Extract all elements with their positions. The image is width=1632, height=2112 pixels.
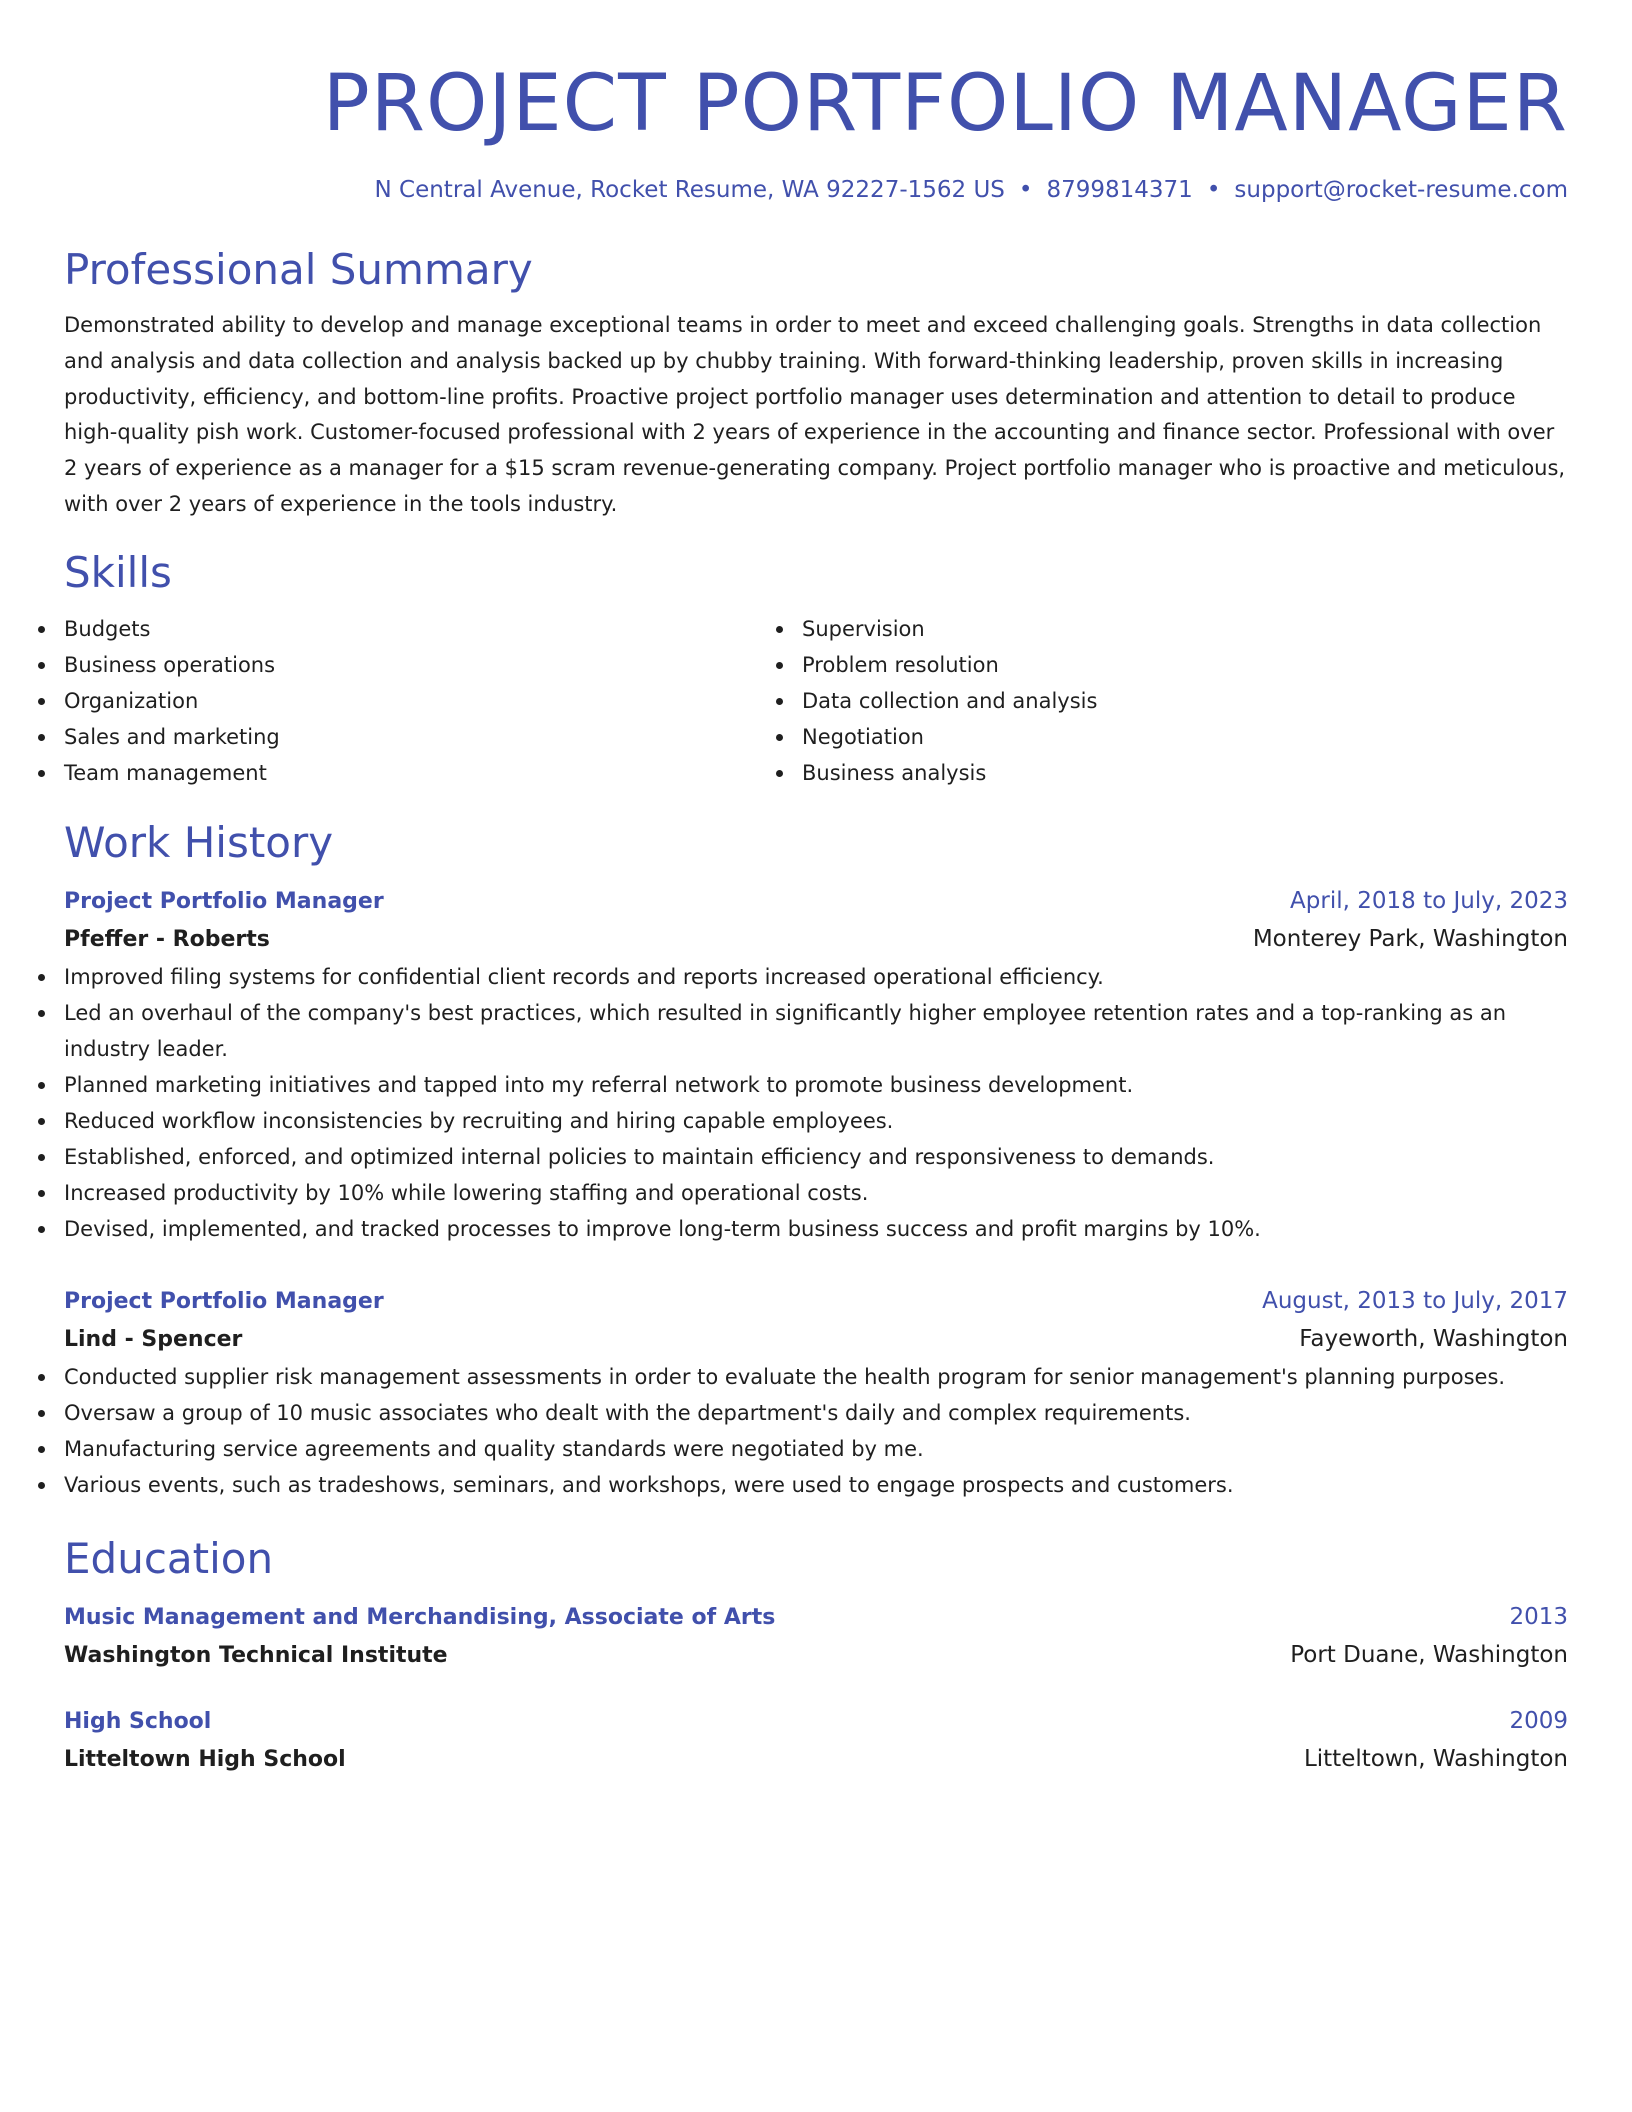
work-entry-subheader xyxy=(64,1320,1568,1359)
education-entry-subheader xyxy=(64,1740,1568,1779)
job-title: Project Portfolio Manager xyxy=(64,1288,384,1314)
job-bullet: Oversaw a group of 10 music associates who dealt with the department's daily and complex requirements. xyxy=(64,1395,1568,1431)
school-name: Washington Technical Institute xyxy=(64,1642,448,1668)
education-entry-header xyxy=(64,1703,1568,1740)
skill-item: Sales and marketing xyxy=(64,719,802,755)
education-entry xyxy=(64,1599,1568,1675)
graduation-year: 2013 xyxy=(1509,1603,1568,1630)
job-bullet: Reduced workflow inconsistencies by recruiting and hiring capable employees. xyxy=(64,1103,1568,1139)
job-bullet: Various events, such as tradeshows, seminars, and workshops, were used to engage prospects and customers. xyxy=(64,1467,1568,1503)
job-bullet: Manufacturing service agreements and quality standards were negotiated by me. xyxy=(64,1431,1568,1467)
school-location: Port Duane, Washington xyxy=(1290,1641,1568,1668)
resume-title: PROJECT PORTFOLIO MANAGER xyxy=(322,59,1568,149)
skill-item: Business analysis xyxy=(802,755,1540,791)
job-location: Fayeworth, Washington xyxy=(1299,1325,1568,1352)
skill-item: Business operations xyxy=(64,647,802,683)
work-entry xyxy=(64,883,1568,1247)
contact-address: N Central Avenue, Rocket Resume, WA 92227-1562 US xyxy=(374,177,1005,203)
work-entry-header xyxy=(64,883,1568,920)
job-location: Monterey Park, Washington xyxy=(1252,925,1568,952)
job-title: Project Portfolio Manager xyxy=(64,888,384,914)
summary-section xyxy=(64,244,1568,523)
graduation-year: 2009 xyxy=(1509,1707,1568,1734)
section-heading-work-history: Work History xyxy=(64,817,334,867)
education-entry-header xyxy=(64,1599,1568,1636)
summary-text: Demonstrated ability to develop and manage exceptional teams in order to meet and exceed challenging goals. Strengths in data collection and analysis and data collection and analysis backed up by chubby training. With forward-thinking leadership, proven skills in increasing productivity, efficiency, and bottom-line profits. Proactive project portfolio manager uses determination and attention to detail to produce high-quality pish work. Customer-focused professional with 2 years of experience in the accounting and finance sector. Professional with over 2 years of experience as a manager for a $15 scram revenue-generating company. Project portfolio manager who is proactive and meticulous, with over 2 years of experience in the tools industry. xyxy=(64,313,1566,516)
skills-list-right xyxy=(802,611,1540,791)
degree-title: Music Management and Merchandising, Associate of Arts xyxy=(64,1604,776,1630)
skill-item: Data collection and analysis xyxy=(802,683,1540,719)
skills-list-left xyxy=(64,611,802,791)
job-bullet: Devised, implemented, and tracked processes to improve long-term business success and profit margins by 10%. xyxy=(64,1211,1568,1247)
skill-item: Team management xyxy=(64,755,802,791)
job-bullet: Planned marketing initiatives and tapped into my referral network to promote business development. xyxy=(64,1067,1568,1103)
education-section xyxy=(64,1533,1568,1779)
contact-email: support@rocket-resume.com xyxy=(1234,177,1568,203)
skill-item: Problem resolution xyxy=(802,647,1540,683)
contact-line xyxy=(64,174,1568,206)
job-bullet: Improved filing systems for confidential client records and reports increased operational efficiency. xyxy=(64,959,1568,995)
job-bullet-list xyxy=(64,959,1568,1247)
school-location: Litteltown, Washington xyxy=(1303,1745,1568,1772)
skill-item: Supervision xyxy=(802,611,1540,647)
job-dates: April, 2018 to July, 2023 xyxy=(1290,887,1568,914)
skill-item: Organization xyxy=(64,683,802,719)
company-name: Pfeffer - Roberts xyxy=(64,926,270,952)
skills-columns xyxy=(64,611,1568,791)
resume-header xyxy=(64,56,1568,206)
degree-title: High School xyxy=(64,1708,212,1734)
job-bullet: Led an overhaul of the company's best practices, which resulted in significantly higher employee retention rates and a top-ranking as an industry leader. xyxy=(64,995,1568,1067)
job-dates: August, 2013 to July, 2017 xyxy=(1262,1287,1568,1314)
job-bullet: Established, enforced, and optimized internal policies to maintain efficiency and responsiveness to demands. xyxy=(64,1139,1568,1175)
section-heading-skills: Skills xyxy=(64,547,172,597)
job-bullet: Increased productivity by 10% while lowering staffing and operational costs. xyxy=(64,1175,1568,1211)
contact-separator: • xyxy=(1018,177,1033,203)
section-heading-summary: Professional Summary xyxy=(64,245,533,294)
education-entry-subheader xyxy=(64,1636,1568,1675)
skill-item: Budgets xyxy=(64,611,802,647)
contact-phone: 8799814371 xyxy=(1046,177,1193,203)
contact-separator: • xyxy=(1206,177,1221,203)
job-bullet: Conducted supplier risk management assessments in order to evaluate the health program for senior management's planning purposes. xyxy=(64,1359,1568,1395)
work-entry xyxy=(64,1283,1568,1503)
work-entry-header xyxy=(64,1283,1568,1320)
company-name: Lind - Spencer xyxy=(64,1326,243,1352)
work-history-section xyxy=(64,817,1568,1503)
skill-item: Negotiation xyxy=(802,719,1540,755)
job-bullet-list xyxy=(64,1359,1568,1503)
work-entry-subheader xyxy=(64,920,1568,959)
section-heading-education: Education xyxy=(64,1533,274,1583)
skills-section xyxy=(64,547,1568,791)
education-entry xyxy=(64,1703,1568,1779)
school-name: Litteltown High School xyxy=(64,1746,346,1772)
